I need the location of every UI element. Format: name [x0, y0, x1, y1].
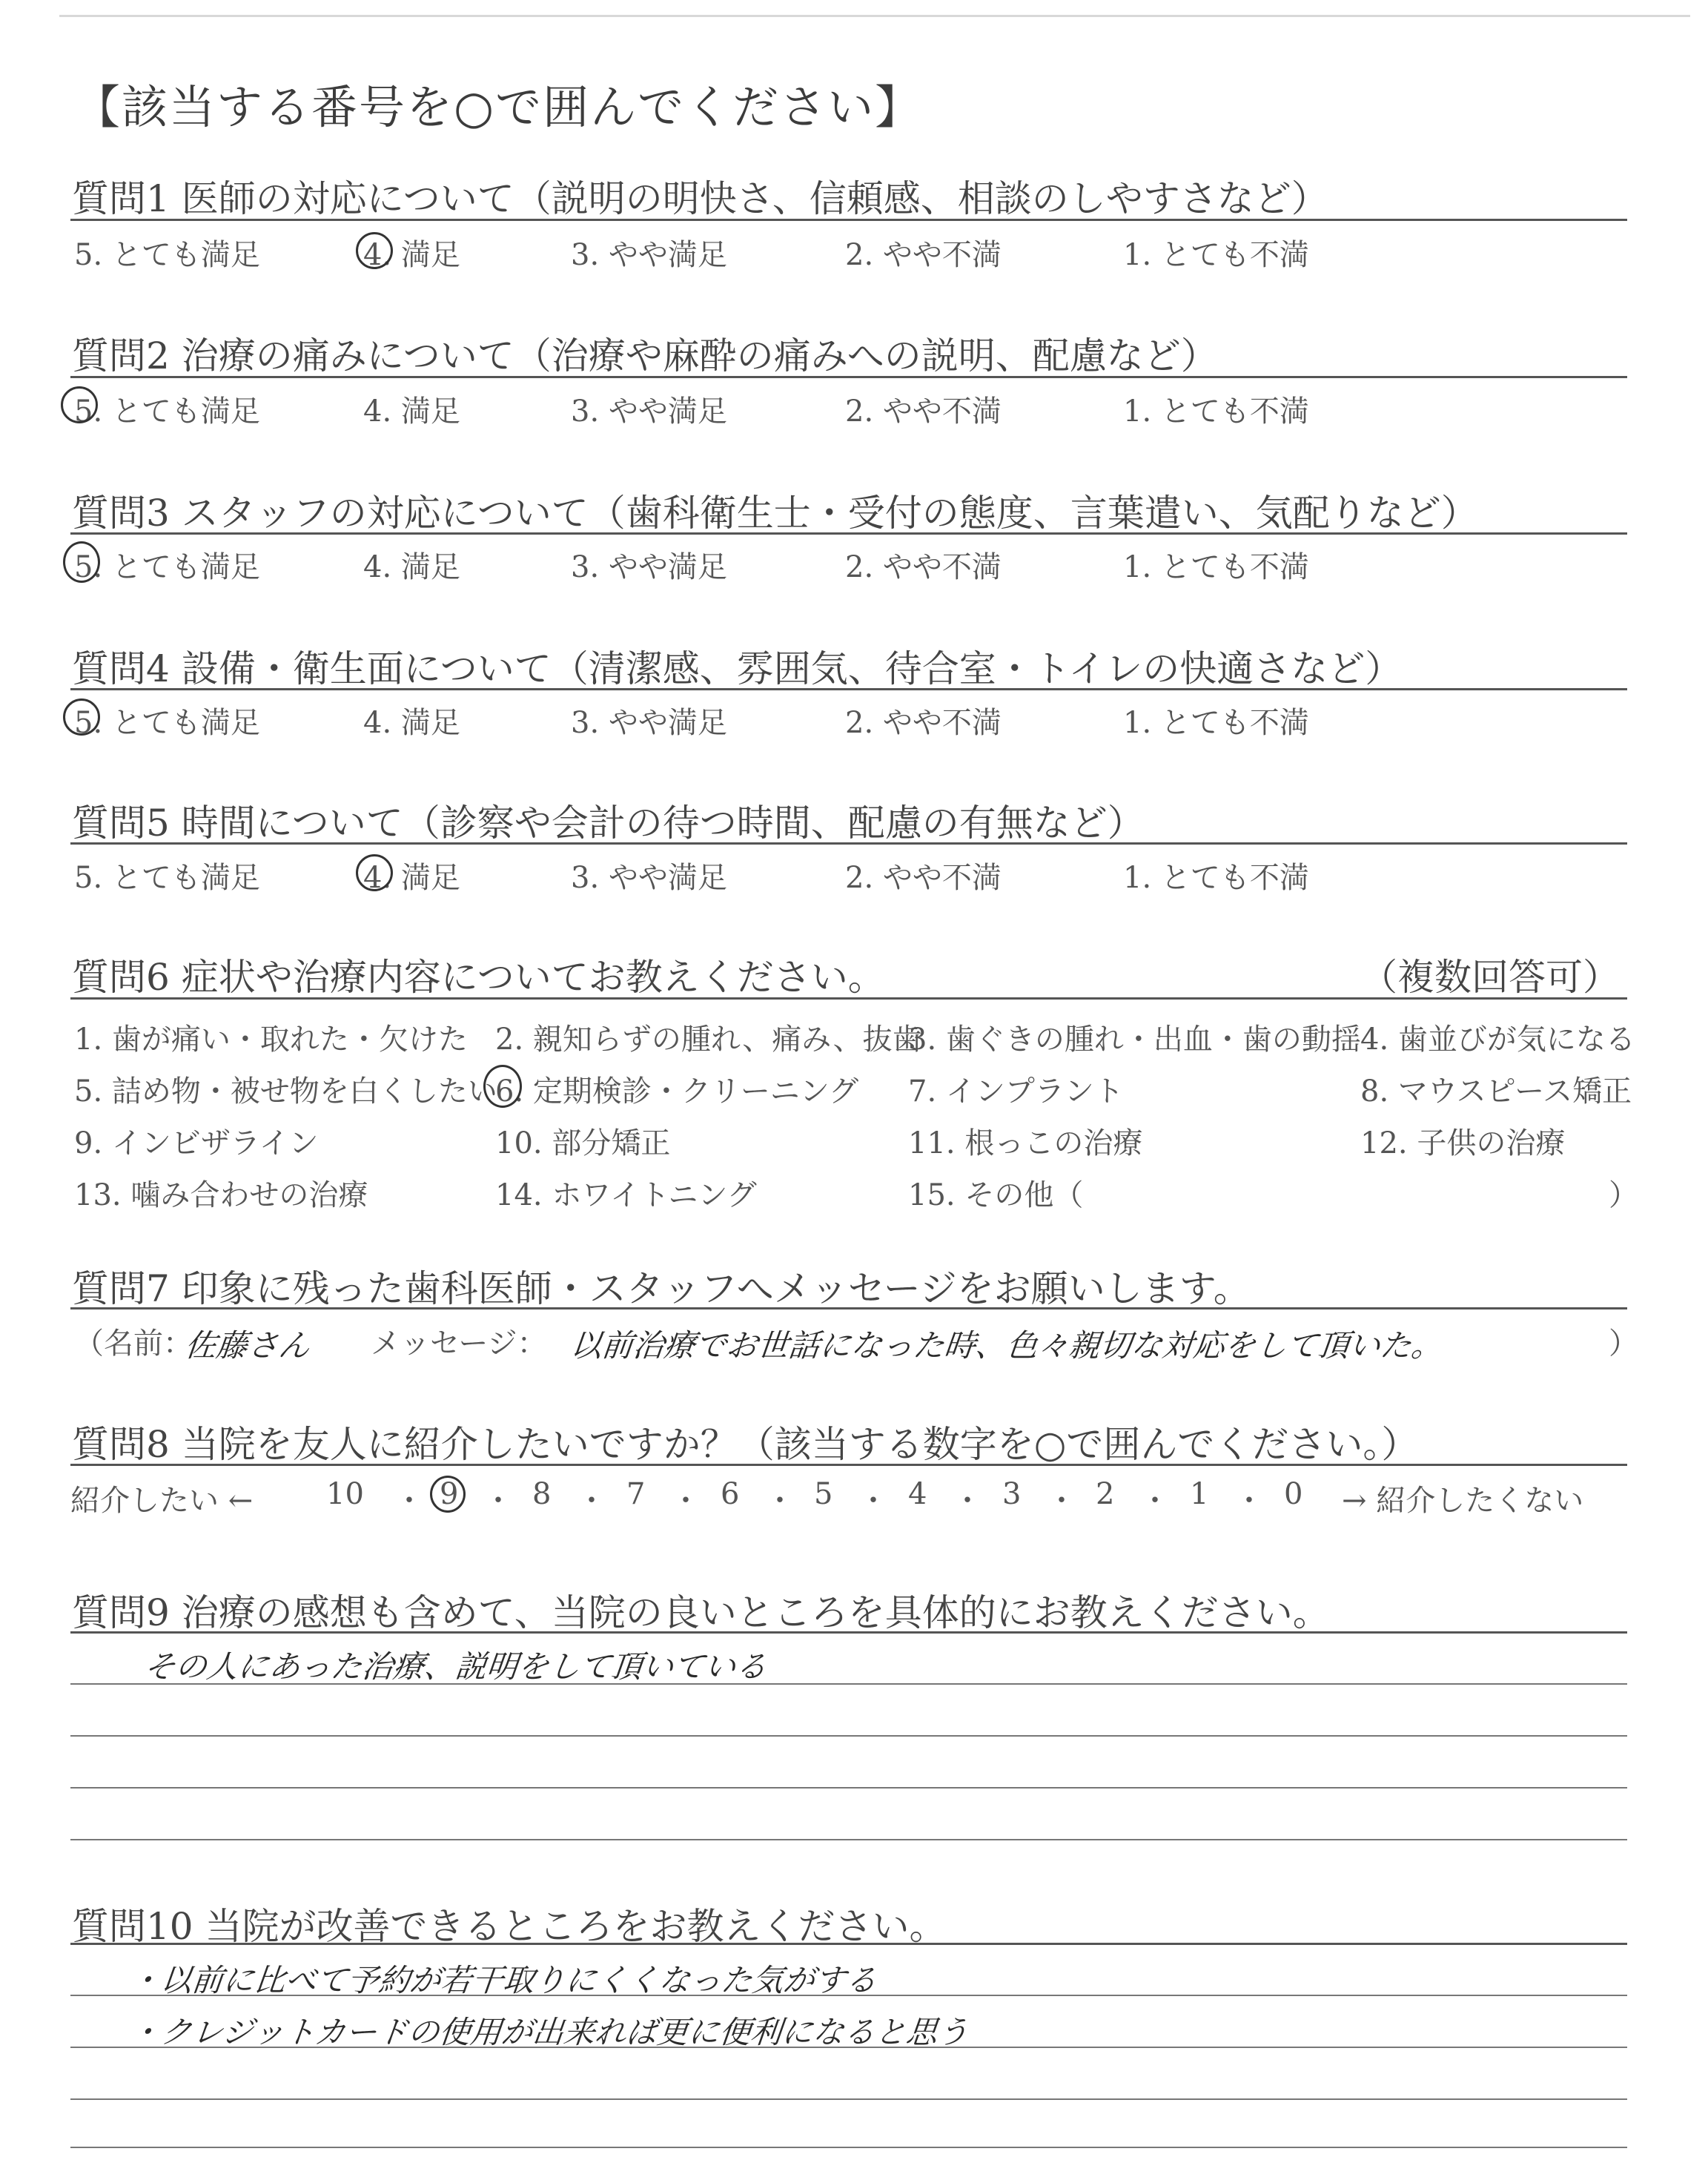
- q1-option-4[interactable]: 4. 満足: [363, 238, 460, 272]
- q6-item-5[interactable]: 5. 詰め物・被せ物を白くしたい: [74, 1074, 497, 1109]
- q1-option-5[interactable]: 5. とても満足: [74, 238, 260, 272]
- q6-item-9[interactable]: 9. インビザライン: [74, 1126, 319, 1160]
- q8-separator: ・: [953, 1484, 982, 1518]
- q5-option-2[interactable]: 2. やや不満: [845, 861, 1002, 895]
- page-title: 【該当する番号を○で囲んでください】: [74, 80, 923, 134]
- question-7-rule: [70, 1307, 1627, 1309]
- q3-option-1[interactable]: 1. とても不満: [1123, 550, 1309, 584]
- q4-selection-circle: [63, 698, 100, 736]
- q6-item-13[interactable]: 13. 噛み合わせの治療: [74, 1178, 368, 1212]
- q7-name-label: （名前：: [74, 1327, 193, 1361]
- q8-separator: ・: [483, 1484, 513, 1518]
- q8-score-2[interactable]: 2: [1096, 1477, 1115, 1511]
- q8-score-9[interactable]: 9: [440, 1477, 459, 1511]
- q6-item-11[interactable]: 11. 根っこの治療: [908, 1126, 1143, 1160]
- q8-score-5[interactable]: 5: [814, 1477, 833, 1511]
- q8-separator: ・: [1234, 1484, 1264, 1518]
- question-6-label: 質問6 症状や治療内容についてお教えください。: [72, 956, 885, 999]
- question-9-label: 質問9 治療の感想も含めて、当院の良いところを具体的にお教えください。: [72, 1591, 1330, 1634]
- q6-item-6[interactable]: 6. 定期検診・クリーニング: [495, 1074, 859, 1109]
- q8-right-label: → 紹介したくない: [1342, 1484, 1584, 1518]
- q4-option-2[interactable]: 2. やや不満: [845, 706, 1002, 740]
- q3-selection-circle: [63, 541, 100, 583]
- q5-option-1[interactable]: 1. とても不満: [1123, 861, 1309, 895]
- q7-message-value[interactable]: 以前治療でお世話になった時、色々親切な対応をして頂いた。: [569, 1327, 1445, 1364]
- q8-score-1[interactable]: 1: [1190, 1477, 1209, 1511]
- question-5-label: 質問5 時間について（診察や会計の待つ時間、配慮の有無など）: [72, 802, 1145, 845]
- q5-option-3[interactable]: 3. やや満足: [571, 861, 727, 895]
- q8-separator: ・: [1140, 1484, 1170, 1518]
- q8-left-label: 紹介したい ←: [70, 1484, 254, 1518]
- q3-option-2[interactable]: 2. やや不満: [845, 550, 1002, 584]
- q8-score-10[interactable]: 10: [326, 1477, 364, 1511]
- q2-selection-circle: [61, 386, 98, 423]
- q2-option-3[interactable]: 3. やや満足: [571, 394, 727, 429]
- question-2-label: 質問2 治療の痛みについて（治療や麻酔の痛みへの説明、配慮など）: [72, 334, 1218, 377]
- q4-option-5[interactable]: 5. とても満足: [74, 706, 260, 740]
- question-7-label: 質問7 印象に残った歯科医師・スタッフへメッセージをお願いします。: [72, 1267, 1251, 1310]
- question-2-rule: [70, 376, 1627, 378]
- q9-answer-rule: [70, 1683, 1627, 1685]
- q9-answer-rule: [70, 1787, 1627, 1789]
- q4-option-4[interactable]: 4. 満足: [363, 706, 460, 740]
- q7-message-label: メッセージ：: [371, 1327, 547, 1361]
- question-4-rule: [70, 688, 1627, 690]
- q3-option-3[interactable]: 3. やや満足: [571, 550, 727, 584]
- q1-option-3[interactable]: 3. やや満足: [571, 238, 727, 272]
- question-1-rule: [70, 219, 1627, 221]
- q6-item-1[interactable]: 1. 歯が痛い・取れた・欠けた: [74, 1023, 468, 1057]
- q8-separator: ・: [671, 1484, 701, 1518]
- q6-item-15-close: ）: [1609, 1178, 1638, 1212]
- question-3-label: 質問3 スタッフの対応について（歯科衛生士・受付の態度、言葉遣い、気配りなど）: [72, 492, 1478, 535]
- q10-answer-rule: [70, 2147, 1627, 2148]
- q6-item-2[interactable]: 2. 親知らずの腫れ、痛み、抜歯: [495, 1023, 922, 1057]
- q8-score-6[interactable]: 6: [721, 1477, 740, 1511]
- q8-score-8[interactable]: 8: [532, 1477, 552, 1511]
- q1-option-1[interactable]: 1. とても不満: [1123, 238, 1309, 272]
- q2-option-4[interactable]: 4. 満足: [363, 394, 460, 429]
- q1-option-2[interactable]: 2. やや不満: [845, 238, 1002, 272]
- q2-option-1[interactable]: 1. とても不満: [1123, 394, 1309, 429]
- q3-option-4[interactable]: 4. 満足: [363, 550, 460, 584]
- question-3-rule: [70, 532, 1627, 535]
- q8-separator: ・: [577, 1484, 606, 1518]
- question-10-rule: [70, 1943, 1627, 1945]
- q6-item-10[interactable]: 10. 部分矯正: [495, 1126, 671, 1160]
- q9-answer-line-1[interactable]: その人にあった治療、説明をして頂いている: [142, 1648, 769, 1685]
- q1-selection-circle: [356, 232, 393, 269]
- q8-score-4[interactable]: 4: [908, 1477, 927, 1511]
- q6-item-4[interactable]: 4. 歯並びが気になる: [1360, 1023, 1635, 1057]
- question-10-label: 質問10 当院が改善できるところをお教えください。: [72, 1905, 947, 1948]
- q2-option-5[interactable]: 5. とても満足: [74, 394, 260, 429]
- q6-item-3[interactable]: 3. 歯ぐきの腫れ・出血・歯の動揺: [908, 1023, 1361, 1057]
- q8-separator: ・: [1047, 1484, 1076, 1518]
- question-5-rule: [70, 842, 1627, 845]
- question-9-rule: [70, 1631, 1627, 1634]
- q10-answer-rule: [70, 2047, 1627, 2048]
- q10-answer-line-1[interactable]: ・以前に比べて予約が若干取りにくくなった気がする: [128, 1962, 879, 1998]
- q9-answer-rule: [70, 1839, 1627, 1840]
- q8-separator: ・: [858, 1484, 888, 1518]
- q10-answer-line-2[interactable]: ・クレジットカードの使用が出来れば更に便利になると思う: [128, 2014, 971, 2050]
- q8-score-3[interactable]: 3: [1002, 1477, 1022, 1511]
- q5-selection-circle: [356, 854, 393, 891]
- q8-score-0[interactable]: 0: [1284, 1477, 1303, 1511]
- top-border: [59, 15, 1690, 17]
- q3-option-5[interactable]: 5. とても満足: [74, 550, 260, 584]
- question-1-label: 質問1 医師の対応について（説明の明快さ、信頼感、相談のしやすさなど）: [72, 177, 1328, 220]
- q8-selection-circle: [430, 1476, 466, 1513]
- q4-option-1[interactable]: 1. とても不満: [1123, 706, 1309, 740]
- q8-score-7[interactable]: 7: [626, 1477, 646, 1511]
- q6-item-15[interactable]: 15. その他（: [908, 1178, 1084, 1212]
- q6-selection-circle: [483, 1065, 522, 1108]
- q5-option-5[interactable]: 5. とても満足: [74, 861, 260, 895]
- question-6-rule: [70, 997, 1627, 1000]
- q7-name-value[interactable]: 佐藤さん: [183, 1327, 312, 1364]
- question-8-label: 質問8 当院を友人に紹介したいですか？（該当する数字を○で囲んでください。）: [72, 1423, 1419, 1466]
- question-8-rule: [70, 1464, 1627, 1466]
- q5-option-4[interactable]: 4. 満足: [363, 861, 460, 895]
- question-6-note: （複数回答可）: [1360, 956, 1620, 999]
- q6-item-8[interactable]: 8. マウスピース矯正: [1360, 1074, 1632, 1109]
- q7-close: ）: [1609, 1327, 1638, 1361]
- q6-item-7[interactable]: 7. インプラント: [908, 1074, 1124, 1109]
- q10-answer-rule: [70, 1995, 1627, 1996]
- q2-option-2[interactable]: 2. やや不満: [845, 394, 1002, 429]
- q4-option-3[interactable]: 3. やや満足: [571, 706, 727, 740]
- q6-item-14[interactable]: 14. ホワイトニング: [495, 1178, 757, 1212]
- q8-separator: ・: [765, 1484, 795, 1518]
- question-4-label: 質問4 設備・衛生面について（清潔感、雰囲気、待合室・トイレの快適さなど）: [72, 647, 1403, 690]
- q10-answer-rule: [70, 2098, 1627, 2100]
- q6-item-12[interactable]: 12. 子供の治療: [1360, 1126, 1566, 1160]
- q9-answer-rule: [70, 1735, 1627, 1737]
- q8-separator: ・: [394, 1484, 424, 1518]
